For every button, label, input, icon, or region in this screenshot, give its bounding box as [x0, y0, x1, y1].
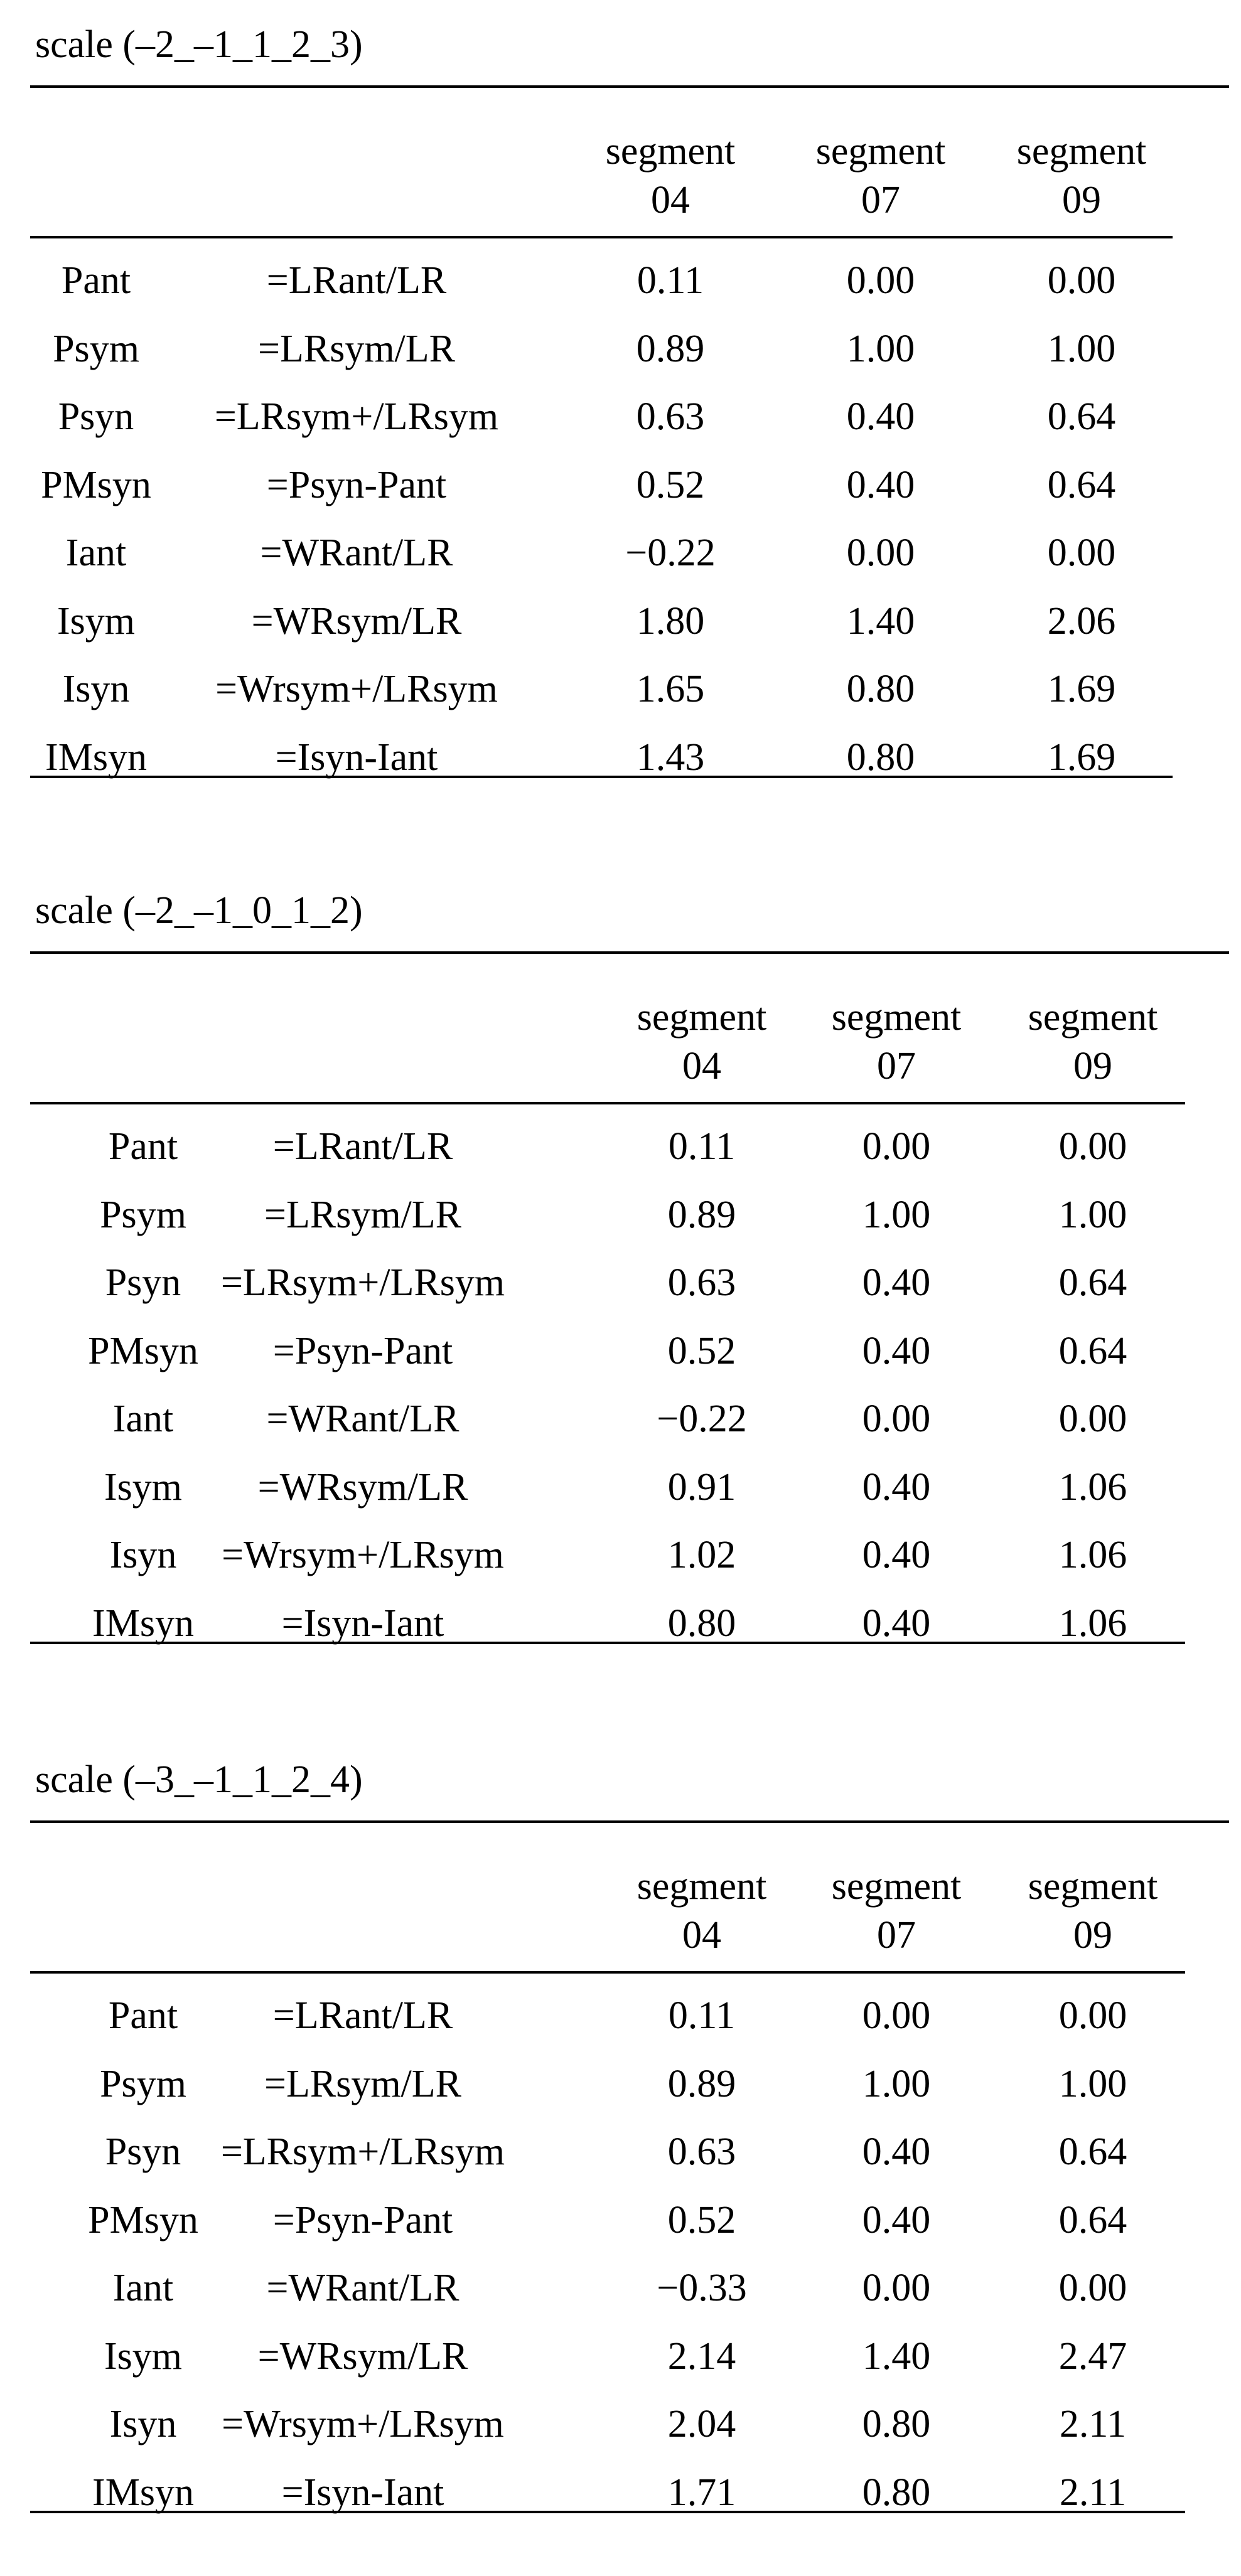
- column-header: [1028, 1862, 1158, 1960]
- value-cell: 0.80: [667, 1601, 736, 1645]
- value-cell: 0.00: [846, 532, 915, 574]
- column-header-line1: segment: [637, 1865, 767, 1908]
- column-header-line2: 04: [682, 1045, 721, 1088]
- row-name: PMsyn: [88, 1329, 198, 1372]
- row-name: Iant: [112, 2267, 174, 2309]
- column-header-line1: segment: [1028, 1865, 1158, 1908]
- column-header-line1: segment: [831, 1865, 962, 1908]
- row-formula: =Isyn-Iant: [275, 735, 438, 779]
- value-cell: 2.11: [1059, 2403, 1127, 2445]
- value-cell: 0.40: [862, 1534, 931, 1576]
- value-cell: 0.00: [1058, 1398, 1127, 1440]
- column-header-line1: segment: [605, 130, 736, 173]
- row-formula: =LRsym/LR: [264, 1193, 461, 1236]
- row-name: Isyn: [109, 2403, 177, 2445]
- row-name: Psym: [100, 2062, 186, 2105]
- value-cell: 0.00: [862, 1398, 931, 1440]
- value-cell: 1.06: [1058, 1465, 1127, 1509]
- scale-table-section: [30, 1760, 1229, 2576]
- row-formula: =WRant/LR: [266, 1398, 459, 1440]
- column-header-line1: segment: [815, 130, 946, 173]
- column-header-line2: 09: [1062, 179, 1101, 222]
- row-formula: =WRsym/LR: [251, 599, 462, 643]
- column-header: [637, 993, 767, 1091]
- value-cell: 0.64: [1047, 395, 1116, 438]
- value-cell: 0.52: [667, 1329, 736, 1372]
- row-name: Pant: [108, 1125, 178, 1168]
- header-rule: [30, 236, 1173, 238]
- row-formula: =Isyn-Iant: [281, 1601, 444, 1645]
- row-formula: =Wrsym+/LRsym: [222, 1534, 504, 1576]
- value-cell: 0.00: [1058, 1125, 1127, 1168]
- value-cell: 2.11: [1059, 2471, 1127, 2514]
- scale-title: scale (–2_–1_1_2_3): [35, 23, 363, 66]
- value-cell: 0.91: [667, 1465, 736, 1509]
- row-name: IMsyn: [45, 735, 147, 779]
- row-formula: =Wrsym+/LRsym: [215, 668, 498, 710]
- value-cell: 2.47: [1058, 2334, 1127, 2378]
- value-cell: 0.40: [862, 1601, 931, 1645]
- row-formula: =LRsym/LR: [258, 327, 455, 370]
- row-formula: =Psyn-Pant: [272, 2198, 453, 2242]
- value-cell: 1.02: [667, 1534, 736, 1576]
- value-cell: 0.00: [862, 1125, 931, 1168]
- value-cell: 0.52: [667, 2198, 736, 2242]
- value-cell: 0.00: [1047, 259, 1116, 302]
- value-cell: 0.64: [1058, 1261, 1127, 1304]
- title-rule: [30, 85, 1229, 88]
- row-name: PMsyn: [88, 2198, 198, 2242]
- value-cell: 0.64: [1058, 2198, 1127, 2242]
- value-cell: 1.06: [1058, 1534, 1127, 1576]
- row-formula: =LRsym+/LRsym: [220, 1261, 505, 1304]
- column-header: [832, 993, 962, 1091]
- row-name: Pant: [108, 1994, 178, 2037]
- value-cell: 1.71: [667, 2471, 736, 2514]
- value-cell: 0.00: [1058, 1994, 1127, 2037]
- value-cell: 0.63: [667, 2130, 736, 2173]
- scale-title: scale (–2_–1_0_1_2): [35, 889, 363, 932]
- value-cell: 0.80: [846, 735, 915, 779]
- row-formula: =Wrsym+/LRsym: [222, 2403, 504, 2445]
- value-cell: 1.80: [636, 599, 705, 643]
- column-header: [1017, 127, 1147, 225]
- value-cell: 0.11: [668, 1994, 736, 2037]
- value-cell: 0.63: [667, 1261, 736, 1304]
- row-name: Psym: [100, 1193, 186, 1236]
- row-name: Isyn: [62, 668, 130, 710]
- value-cell: 0.40: [862, 2198, 931, 2242]
- row-formula: =WRant/LR: [260, 532, 453, 574]
- scale-table-section: [30, 25, 1229, 841]
- value-cell: 0.00: [1047, 532, 1116, 574]
- bottom-rule: [30, 1642, 1185, 1644]
- row-formula: =LRant/LR: [272, 1125, 453, 1168]
- column-header-line2: 07: [877, 1914, 916, 1957]
- row-formula: =LRant/LR: [266, 259, 447, 302]
- column-header-line2: 09: [1073, 1914, 1112, 1957]
- row-name: Psym: [53, 327, 139, 370]
- value-cell: 0.80: [862, 2471, 931, 2514]
- title-rule: [30, 951, 1229, 954]
- value-cell: 1.06: [1058, 1601, 1127, 1645]
- row-formula: =WRsym/LR: [257, 1465, 468, 1509]
- value-cell: 1.69: [1047, 668, 1116, 710]
- column-header: [1028, 993, 1158, 1091]
- column-header: [832, 1862, 962, 1960]
- value-cell: −0.22: [625, 532, 716, 574]
- header-rule: [30, 1102, 1185, 1104]
- value-cell: 0.89: [667, 2062, 736, 2105]
- row-name: IMsyn: [92, 2471, 194, 2514]
- value-cell: 0.89: [636, 327, 705, 370]
- value-cell: 0.63: [636, 395, 705, 438]
- value-cell: 0.00: [862, 2267, 931, 2309]
- title-rule: [30, 1820, 1229, 1823]
- row-name: Isym: [57, 599, 135, 643]
- value-cell: 0.64: [1058, 2130, 1127, 2173]
- row-formula: =LRant/LR: [272, 1994, 453, 2037]
- value-cell: −0.33: [657, 2267, 747, 2309]
- value-cell: 0.00: [1058, 2267, 1127, 2309]
- column-header-line1: segment: [831, 996, 962, 1039]
- row-formula: =LRsym+/LRsym: [220, 2130, 505, 2173]
- row-name: Isyn: [109, 1534, 177, 1576]
- value-cell: 2.06: [1047, 599, 1116, 643]
- value-cell: 2.14: [667, 2334, 736, 2378]
- column-header-line2: 07: [861, 179, 900, 222]
- row-name: Psyn: [58, 395, 134, 438]
- value-cell: 1.65: [636, 668, 705, 710]
- value-cell: 0.11: [637, 259, 704, 302]
- row-formula: =LRsym+/LRsym: [214, 395, 499, 438]
- scale-table-section: [30, 891, 1229, 1707]
- bottom-rule: [30, 2511, 1185, 2513]
- row-name: Isym: [104, 2334, 182, 2378]
- column-header: [606, 127, 736, 225]
- row-formula: =WRsym/LR: [257, 2334, 468, 2378]
- value-cell: 0.64: [1047, 463, 1116, 506]
- row-formula: =Psyn-Pant: [266, 463, 447, 506]
- row-name: Psyn: [105, 1261, 181, 1304]
- value-cell: 0.40: [846, 463, 915, 506]
- value-cell: 0.00: [846, 259, 915, 302]
- value-cell: 1.40: [846, 599, 915, 643]
- row-name: Psyn: [105, 2130, 181, 2173]
- column-header: [637, 1862, 767, 1960]
- row-name: Iant: [112, 1398, 174, 1440]
- column-header-line1: segment: [1016, 130, 1147, 173]
- value-cell: 1.00: [862, 2062, 931, 2105]
- row-formula: =LRsym/LR: [264, 2062, 461, 2105]
- value-cell: 0.11: [668, 1125, 736, 1168]
- row-formula: =Isyn-Iant: [281, 2471, 444, 2514]
- value-cell: 1.00: [846, 327, 915, 370]
- row-formula: =WRant/LR: [266, 2267, 459, 2309]
- column-header-line2: 04: [682, 1914, 721, 1957]
- row-name: Pant: [61, 259, 131, 302]
- row-name: PMsyn: [41, 463, 151, 506]
- value-cell: 0.40: [862, 1329, 931, 1372]
- value-cell: 0.80: [862, 2403, 931, 2445]
- row-formula: =Psyn-Pant: [272, 1329, 453, 1372]
- value-cell: 0.89: [667, 1193, 736, 1236]
- column-header-line2: 04: [651, 179, 690, 222]
- value-cell: 0.52: [636, 463, 705, 506]
- value-cell: 0.40: [862, 1465, 931, 1509]
- value-cell: 0.80: [846, 668, 915, 710]
- value-cell: 1.00: [1047, 327, 1116, 370]
- bottom-rule: [30, 776, 1173, 778]
- value-cell: 1.69: [1047, 735, 1116, 779]
- value-cell: 0.40: [862, 2130, 931, 2173]
- row-name: Iant: [65, 532, 127, 574]
- value-cell: 0.00: [862, 1994, 931, 2037]
- column-header-line2: 07: [877, 1045, 916, 1088]
- value-cell: 1.00: [862, 1193, 931, 1236]
- value-cell: 1.00: [1058, 2062, 1127, 2105]
- header-rule: [30, 1971, 1185, 1974]
- scale-title: scale (–3_–1_1_2_4): [35, 1758, 363, 1801]
- value-cell: 0.64: [1058, 1329, 1127, 1372]
- column-header-line1: segment: [1028, 996, 1158, 1039]
- value-cell: 0.40: [862, 1261, 931, 1304]
- row-name: IMsyn: [92, 1601, 194, 1645]
- value-cell: 2.04: [667, 2403, 736, 2445]
- column-header-line2: 09: [1073, 1045, 1112, 1088]
- value-cell: 1.43: [636, 735, 705, 779]
- value-cell: 1.40: [862, 2334, 931, 2378]
- value-cell: 1.00: [1058, 1193, 1127, 1236]
- value-cell: −0.22: [657, 1398, 747, 1440]
- column-header: [816, 127, 946, 225]
- value-cell: 0.40: [846, 395, 915, 438]
- row-name: Isym: [104, 1465, 182, 1509]
- column-header-line1: segment: [637, 996, 767, 1039]
